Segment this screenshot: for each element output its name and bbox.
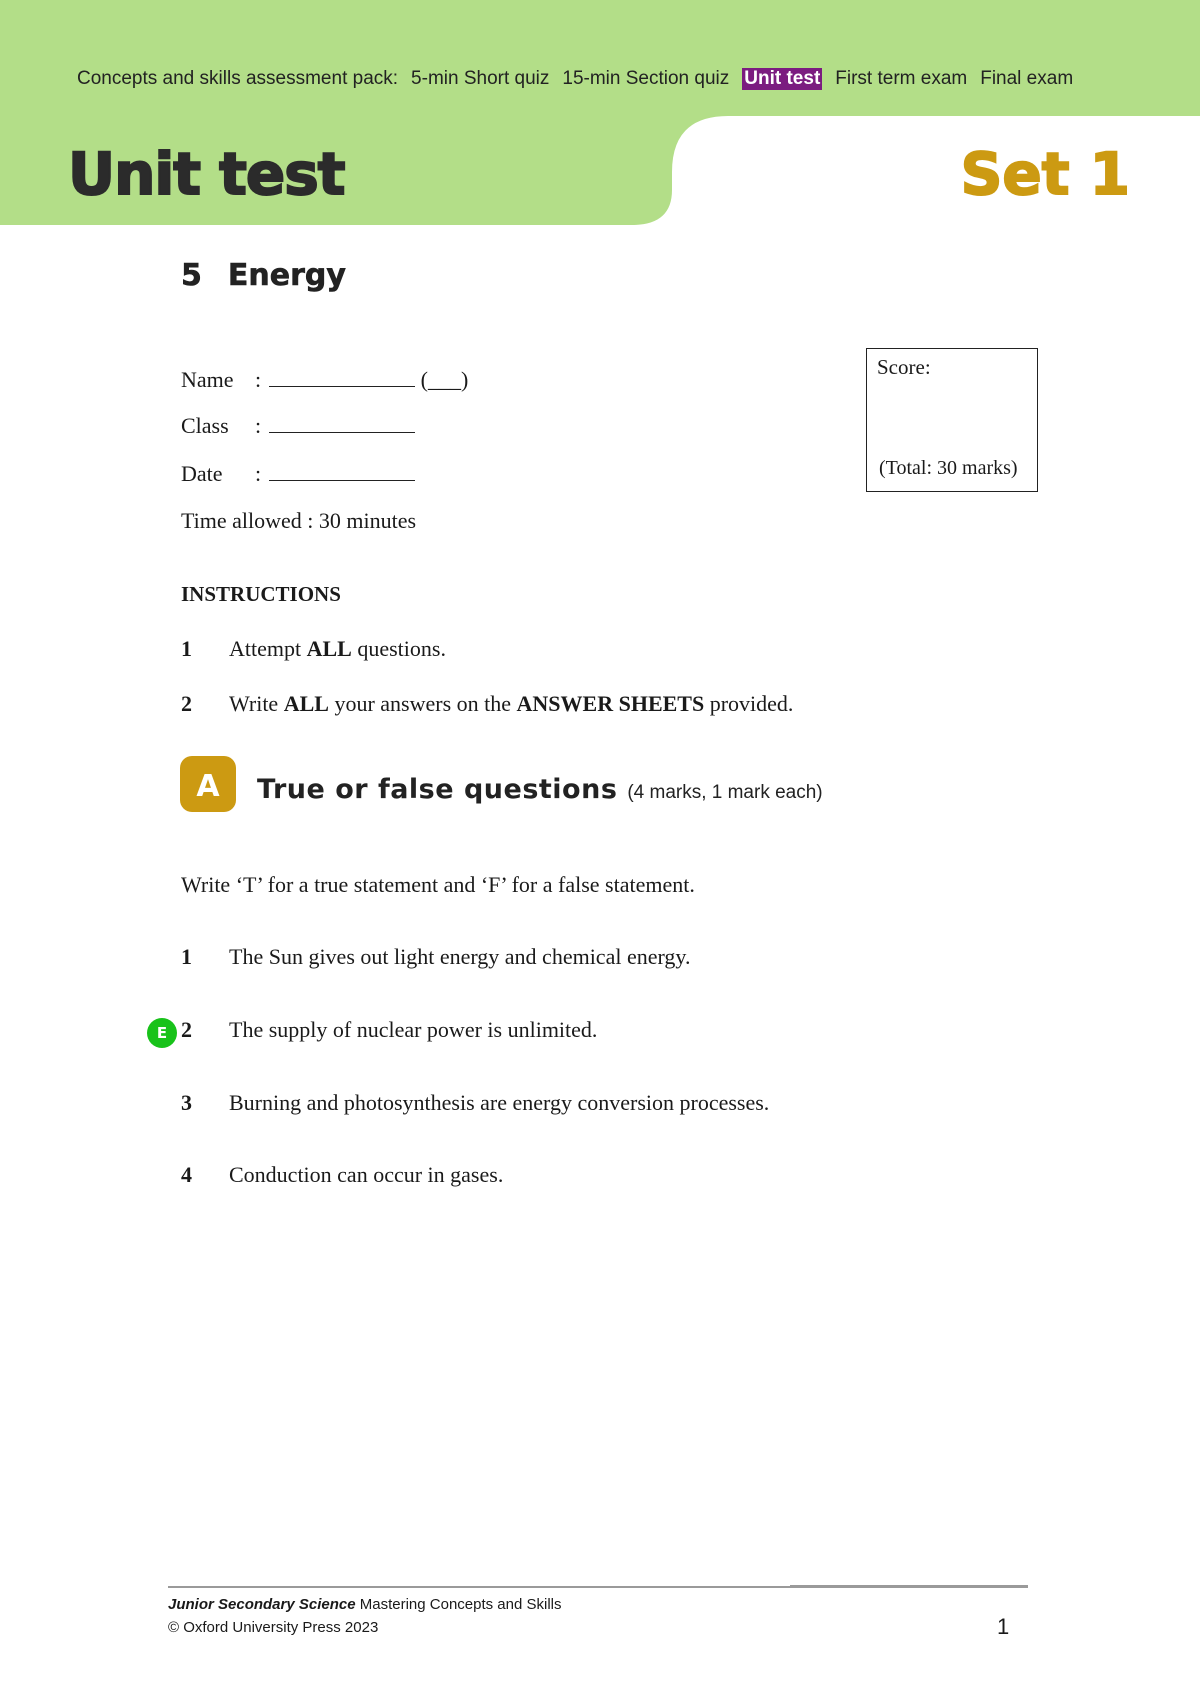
footer-book: Junior Secondary Science bbox=[168, 1596, 356, 1613]
chapter-heading bbox=[181, 258, 346, 293]
section-title-text: True or false questions bbox=[257, 774, 618, 805]
assessment-nav bbox=[77, 68, 1086, 90]
class-colon: : bbox=[255, 413, 262, 438]
question-3 bbox=[181, 1090, 769, 1116]
question-number: 2 bbox=[181, 1017, 192, 1042]
instruction-1 bbox=[181, 636, 446, 662]
instruction-text: your answers on the bbox=[328, 691, 517, 716]
question-number: 3 bbox=[181, 1090, 192, 1115]
question-4 bbox=[181, 1162, 503, 1188]
date-field bbox=[181, 460, 415, 487]
date-blank bbox=[269, 460, 415, 481]
question-text: The Sun gives out light energy and chemical energy. bbox=[229, 944, 691, 969]
set-label: Set 1 bbox=[960, 140, 1130, 208]
score-box bbox=[866, 348, 1038, 492]
time-allowed: Time allowed : 30 minutes bbox=[181, 508, 417, 533]
instruction-emphasis: ALL bbox=[283, 691, 329, 716]
index-number-blank: (___) bbox=[420, 367, 469, 392]
question-text: Burning and photosynthesis are energy conversion processes. bbox=[229, 1090, 770, 1115]
score-total: (Total: 30 marks) bbox=[879, 457, 1018, 479]
instruction-text: questions. bbox=[351, 636, 446, 661]
footer-book-title bbox=[168, 1596, 562, 1613]
date-label: Date bbox=[181, 461, 223, 486]
name-blank bbox=[269, 366, 415, 387]
footer-divider-accent bbox=[790, 1585, 1028, 1588]
name-label: Name bbox=[181, 367, 234, 392]
nav-final-exam: Final exam bbox=[980, 68, 1074, 89]
section-a-title bbox=[257, 774, 823, 805]
date-colon: : bbox=[255, 461, 262, 486]
instruction-2 bbox=[181, 691, 793, 717]
class-field bbox=[181, 412, 415, 439]
instruction-number: 1 bbox=[181, 636, 192, 661]
question-text: Conduction can occur in gases. bbox=[229, 1162, 504, 1187]
nav-short-quiz: 5-min Short quiz bbox=[411, 68, 550, 89]
instruction-emphasis: ANSWER SHEETS bbox=[516, 691, 705, 716]
nav-pack-label: Concepts and skills assessment pack: bbox=[77, 68, 399, 89]
page-title: Unit test bbox=[68, 140, 345, 208]
question-text: The supply of nuclear power is unlimited. bbox=[229, 1017, 598, 1042]
question-1 bbox=[181, 944, 690, 970]
nav-first-term-exam: First term exam bbox=[835, 68, 968, 89]
question-2 bbox=[181, 1017, 597, 1043]
score-label: Score: bbox=[877, 355, 931, 379]
question-number: 1 bbox=[181, 944, 192, 969]
e-marker-icon: E bbox=[147, 1018, 177, 1048]
chapter-number: 5 bbox=[181, 258, 202, 293]
footer-copyright: © Oxford University Press 2023 bbox=[168, 1619, 379, 1636]
instructions-heading: INSTRUCTIONS bbox=[181, 582, 341, 606]
class-blank bbox=[269, 412, 415, 433]
question-number: 4 bbox=[181, 1162, 192, 1187]
instruction-text: Write bbox=[229, 691, 284, 716]
page-number: 1 bbox=[997, 1614, 1010, 1639]
class-label: Class bbox=[181, 413, 229, 438]
instruction-emphasis: ALL bbox=[306, 636, 352, 661]
instruction-text: provided. bbox=[704, 691, 794, 716]
nav-section-quiz: 15-min Section quiz bbox=[562, 68, 730, 89]
footer-subtitle: Mastering Concepts and Skills bbox=[355, 1596, 562, 1613]
nav-unit-test: Unit test bbox=[744, 68, 821, 89]
name-colon: : bbox=[255, 367, 262, 392]
instruction-number: 2 bbox=[181, 691, 192, 716]
chapter-title: Energy bbox=[227, 258, 346, 293]
section-instruction: Write ‘T’ for a true statement and ‘F’ for a false statement. bbox=[181, 872, 695, 897]
name-field bbox=[181, 366, 468, 393]
section-a-badge: A bbox=[180, 756, 236, 812]
instruction-text: Attempt bbox=[229, 636, 307, 661]
section-marks: (4 marks, 1 mark each) bbox=[627, 782, 823, 803]
